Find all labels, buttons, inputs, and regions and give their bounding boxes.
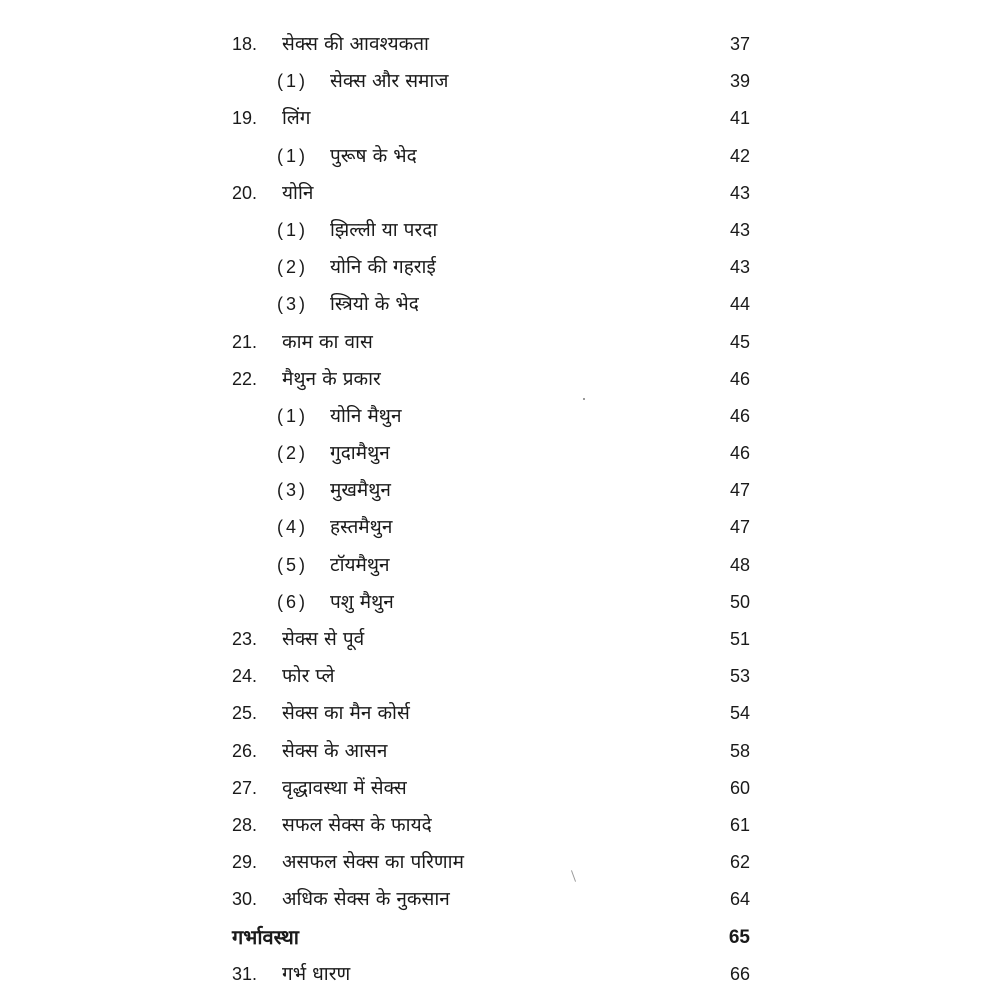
toc-section-heading (0, 919, 999, 956)
chapter-number: 23. (232, 629, 258, 649)
entry-title: योनि (282, 181, 314, 204)
entry-title: सफल सेक्स के फायदे (282, 813, 432, 836)
page-number: 50 (729, 591, 750, 612)
entry-title: वृद्धावस्था में सेक्स (282, 776, 407, 799)
sub-entry-number: (3) (277, 480, 308, 501)
entry-title: योनि की गहराई (330, 256, 436, 279)
toc-sub-entry (0, 398, 999, 435)
toc-sub-entry (0, 435, 999, 472)
page-number: 46 (729, 368, 750, 389)
toc-chapter-entry (0, 807, 999, 844)
toc-chapter-entry (0, 658, 999, 695)
page-number: 58 (729, 740, 750, 761)
sub-entry-number: (2) (277, 257, 308, 278)
toc-chapter-entry (0, 100, 999, 137)
entry-title: स्त्रियो के भेद (330, 293, 419, 316)
entry-title: लिंग (282, 107, 311, 130)
entry-title: काम का वास (282, 330, 373, 353)
chapter-number: 27. (232, 777, 258, 798)
toc-sub-entry (0, 63, 999, 100)
chapter-number: 28. (232, 814, 258, 835)
sub-entry-number: (2) (277, 443, 308, 464)
sub-entry-number: (3) (277, 294, 308, 315)
toc-sub-entry (0, 286, 999, 323)
page-number: 37 (729, 34, 750, 54)
entry-title: गुदामैथुन (330, 442, 390, 465)
entry-title: असफल सेक्स का परिणाम (282, 851, 464, 874)
toc-chapter-entry (0, 26, 999, 63)
page-number: 45 (729, 331, 750, 352)
toc-chapter-entry (0, 175, 999, 212)
sub-entry-number: (1) (277, 71, 308, 92)
page-number: 60 (729, 777, 750, 798)
chapter-number: 22. (232, 368, 258, 389)
page-number: 46 (729, 443, 750, 464)
entry-title: फोर प्ले (282, 665, 335, 688)
page-number: 62 (729, 852, 750, 873)
page-number: 66 (729, 963, 750, 984)
page-number: 48 (729, 554, 750, 575)
toc-chapter-entry (0, 844, 999, 881)
chapter-number: 18. (232, 34, 258, 54)
chapter-number: 19. (232, 108, 258, 129)
entry-title: झिल्ली या परदा (330, 218, 438, 241)
toc-sub-entry (0, 138, 999, 175)
entry-title: हस्तमैथुन (330, 516, 393, 539)
entry-title: सेक्स की आवश्यकता (282, 33, 429, 55)
page-number: 43 (729, 182, 750, 203)
sub-entry-number: (1) (277, 405, 308, 426)
chapter-number: 31. (232, 963, 258, 984)
chapter-number: 21. (232, 331, 258, 352)
entry-title: योनि मैथुन (330, 404, 402, 427)
entry-title: सेक्स और समाज (330, 70, 449, 93)
chapter-number: 20. (232, 182, 258, 203)
entry-title: मैथुन के प्रकार (282, 367, 381, 390)
toc-chapter-entry (0, 324, 999, 361)
toc-chapter-entry (0, 770, 999, 807)
toc-sub-entry (0, 212, 999, 249)
sub-entry-number: (1) (277, 219, 308, 240)
page-number: 53 (729, 666, 750, 687)
toc-chapter-entry (0, 881, 999, 918)
entry-title: मुखमैथुन (330, 479, 391, 502)
chapter-number: 29. (232, 852, 258, 873)
page-number: 51 (729, 629, 750, 649)
chapter-number: 26. (232, 740, 258, 761)
entry-title: गर्भावस्था (232, 924, 299, 949)
sub-entry-number: (4) (277, 517, 308, 538)
toc-sub-entry (0, 509, 999, 546)
entry-title: टॉयमैथुन (330, 553, 390, 576)
entry-title: सेक्स से पूर्व (282, 628, 365, 650)
chapter-number: 25. (232, 703, 258, 724)
toc-sub-entry (0, 472, 999, 509)
page-number: 64 (729, 889, 750, 910)
page-number: 47 (729, 517, 750, 538)
sub-entry-number: (5) (277, 554, 308, 575)
entry-title: सेक्स का मैन कोर्स (282, 702, 410, 725)
toc-chapter-entry (0, 621, 999, 658)
toc-chapter-entry (0, 361, 999, 398)
chapter-number: 24. (232, 666, 258, 687)
toc-sub-entry (0, 547, 999, 584)
toc-chapter-entry (0, 733, 999, 770)
chapter-number: 30. (232, 889, 258, 910)
page-number: 47 (729, 480, 750, 501)
page-number: 46 (729, 405, 750, 426)
page-number: 65 (728, 926, 750, 948)
toc-sub-entry (0, 584, 999, 621)
entry-title: पशु मैथुन (330, 590, 394, 613)
sub-entry-number: (6) (277, 591, 308, 612)
page-number: 42 (729, 145, 750, 166)
page-number: 61 (729, 814, 750, 835)
page-number: 54 (729, 703, 750, 724)
page-number: 41 (729, 108, 750, 129)
entry-title: गर्भ धारण (282, 962, 351, 985)
table-of-contents (0, 26, 999, 993)
page-number: 43 (729, 257, 750, 278)
page-number: 39 (729, 71, 750, 92)
toc-chapter-entry (0, 695, 999, 732)
entry-title: पुरूष के भेद (330, 144, 417, 167)
page-number: 43 (729, 219, 750, 240)
sub-entry-number: (1) (277, 145, 308, 166)
toc-chapter-entry (0, 956, 999, 993)
entry-title: अधिक सेक्स के नुकसान (282, 888, 450, 911)
paper-speck (583, 398, 585, 400)
page-number: 44 (729, 294, 750, 315)
toc-sub-entry (0, 249, 999, 286)
entry-title: सेक्स के आसन (282, 739, 388, 762)
